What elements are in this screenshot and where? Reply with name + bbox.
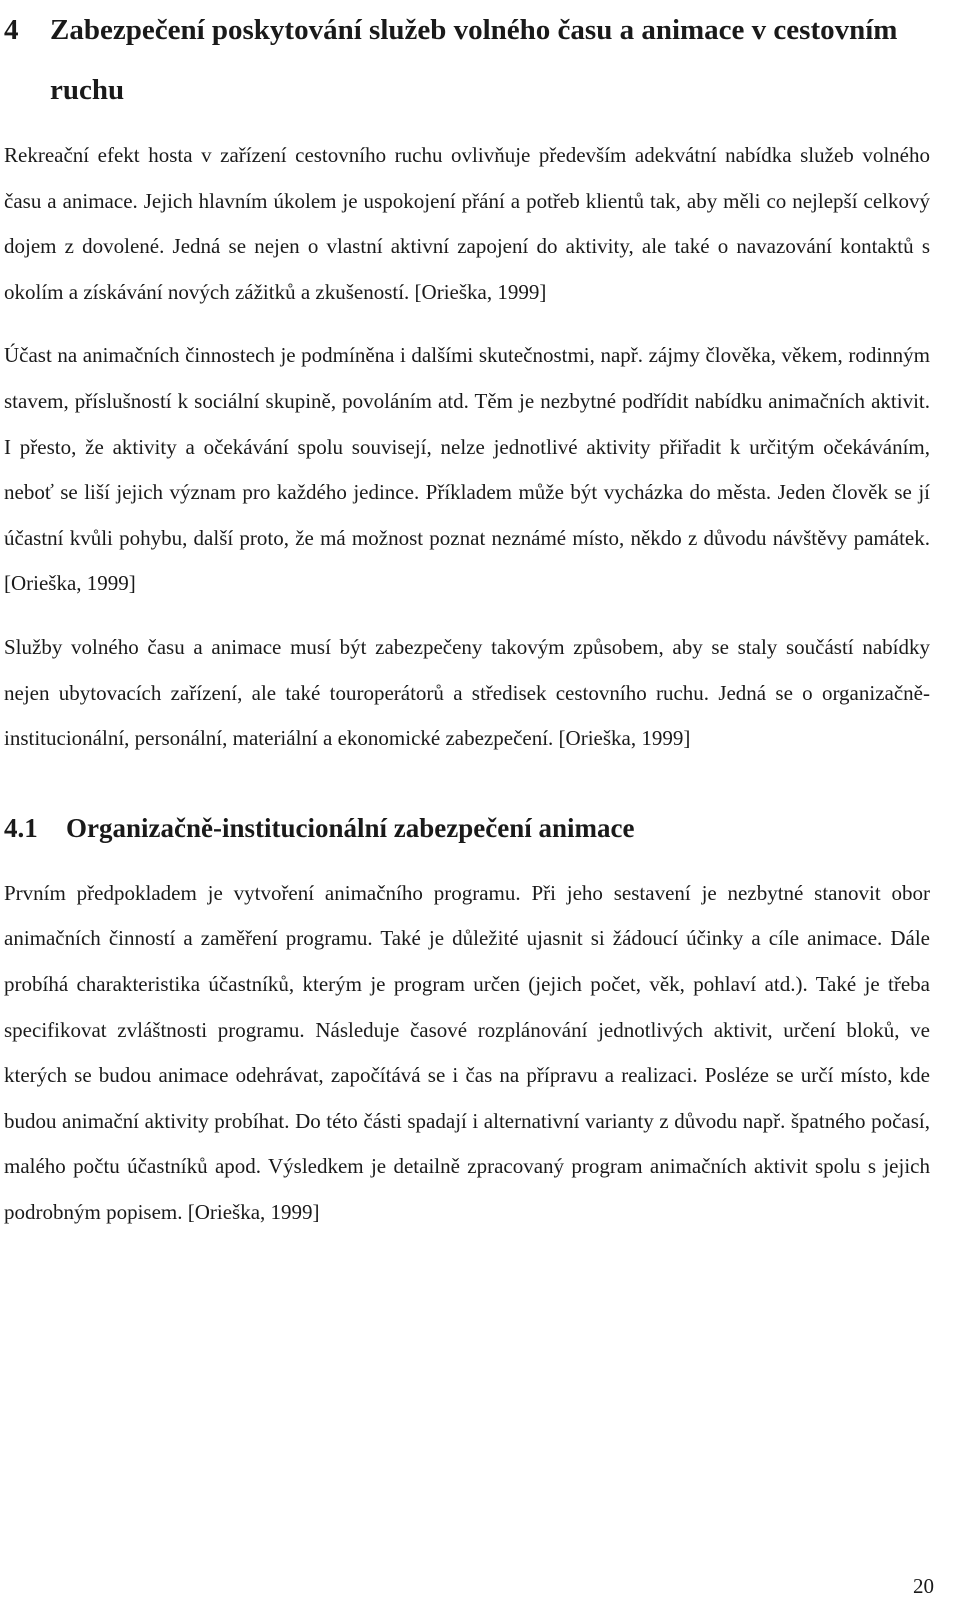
section-number: 4.1 [4, 812, 38, 843]
paragraph-participation: Účast na animačních činnostech je podmíněna i dalšími skutečnostmi, např. zájmy člověka, věkem, rodinným stavem, příslušností k sociální skupině, povoláním atd. Těm je nezbytné podřídit nabídku animačních aktivit. I přesto, že aktivity a očekávání spolu souvisejí, nelze jednotlivé aktivity přiřadit k určitým očekáváním, neboť se liší jejich význam pro každého jedince. Příkladem může být vycházka do města. Jeden člověk se jí účastní kvůli pohybu, další proto, že má možnost poznat neznámé místo, někdo z důvodu návštěvy památek. [Orieška, 1999] [4, 343, 930, 596]
paragraph-organizational: Prvním předpokladem je vytvoření animačního programu. Při jeho sestavení je nezbytné stanovit obor animačních činností a zaměření programu. Také je důležité ujasnit si žádoucí účinky a cíle animace. Dále probíhá charakteristika účastníků, kterým je program určen (jejich počet, věk, pohlaví atd.). Také je třeba specifikovat zvláštnosti programu. Následuje časové rozplánování jednotlivých aktivit, určení bloků, ve kterých se budou animace odehrávat, započítává se i čas na přípravu a realizaci. Posléze se určí místo, kde budou animační aktivity probíhat. Do této části spadají i alternativní varianty z důvodu např. špatného počasí, malého počtu účastníků apod. Výsledkem je detailně zpracovaný program animačních aktivit spolu s jejich podrobným popisem. [Orieška, 1999] [4, 880, 930, 1224]
page-number: 20 [913, 1574, 934, 1598]
chapter-heading [4, 0, 930, 120]
chapter-number: 4 [4, 14, 19, 46]
paragraph-intro: Rekreační efekt hosta v zařízení cestovního ruchu ovlivňuje především adekvátní nabídka služeb volného času a animace. Jejich hlavním úkolem je uspokojení přání a potřeb klientů tak, aby měli co nejlepší celkový dojem z dovolené. Jedná se nejen o vlastní aktivní zapojení do aktivity, ale také o navazování kontaktů s okolím a získávání nových zážitků a zkušeností. [Orieška, 1999] [4, 143, 930, 304]
chapter-title: Zabezpečení poskytování služeb volného času a animace v cestovním ruchu [50, 14, 898, 106]
document-page [4, 0, 930, 1235]
section-heading [4, 798, 930, 858]
paragraph-services: Služby volného času a animace musí být zabezpečeny takovým způsobem, aby se staly součástí nabídky nejen ubytovacích zařízení, ale také touroperátorů a středisek cestovního ruchu. Jedná se o organizačně-institucionální, personální, materiální a ekonomické zabezpečení. [Orieška, 1999] [4, 634, 930, 751]
section-title: Organizačně-institucionální zabezpečení animace [66, 812, 635, 843]
